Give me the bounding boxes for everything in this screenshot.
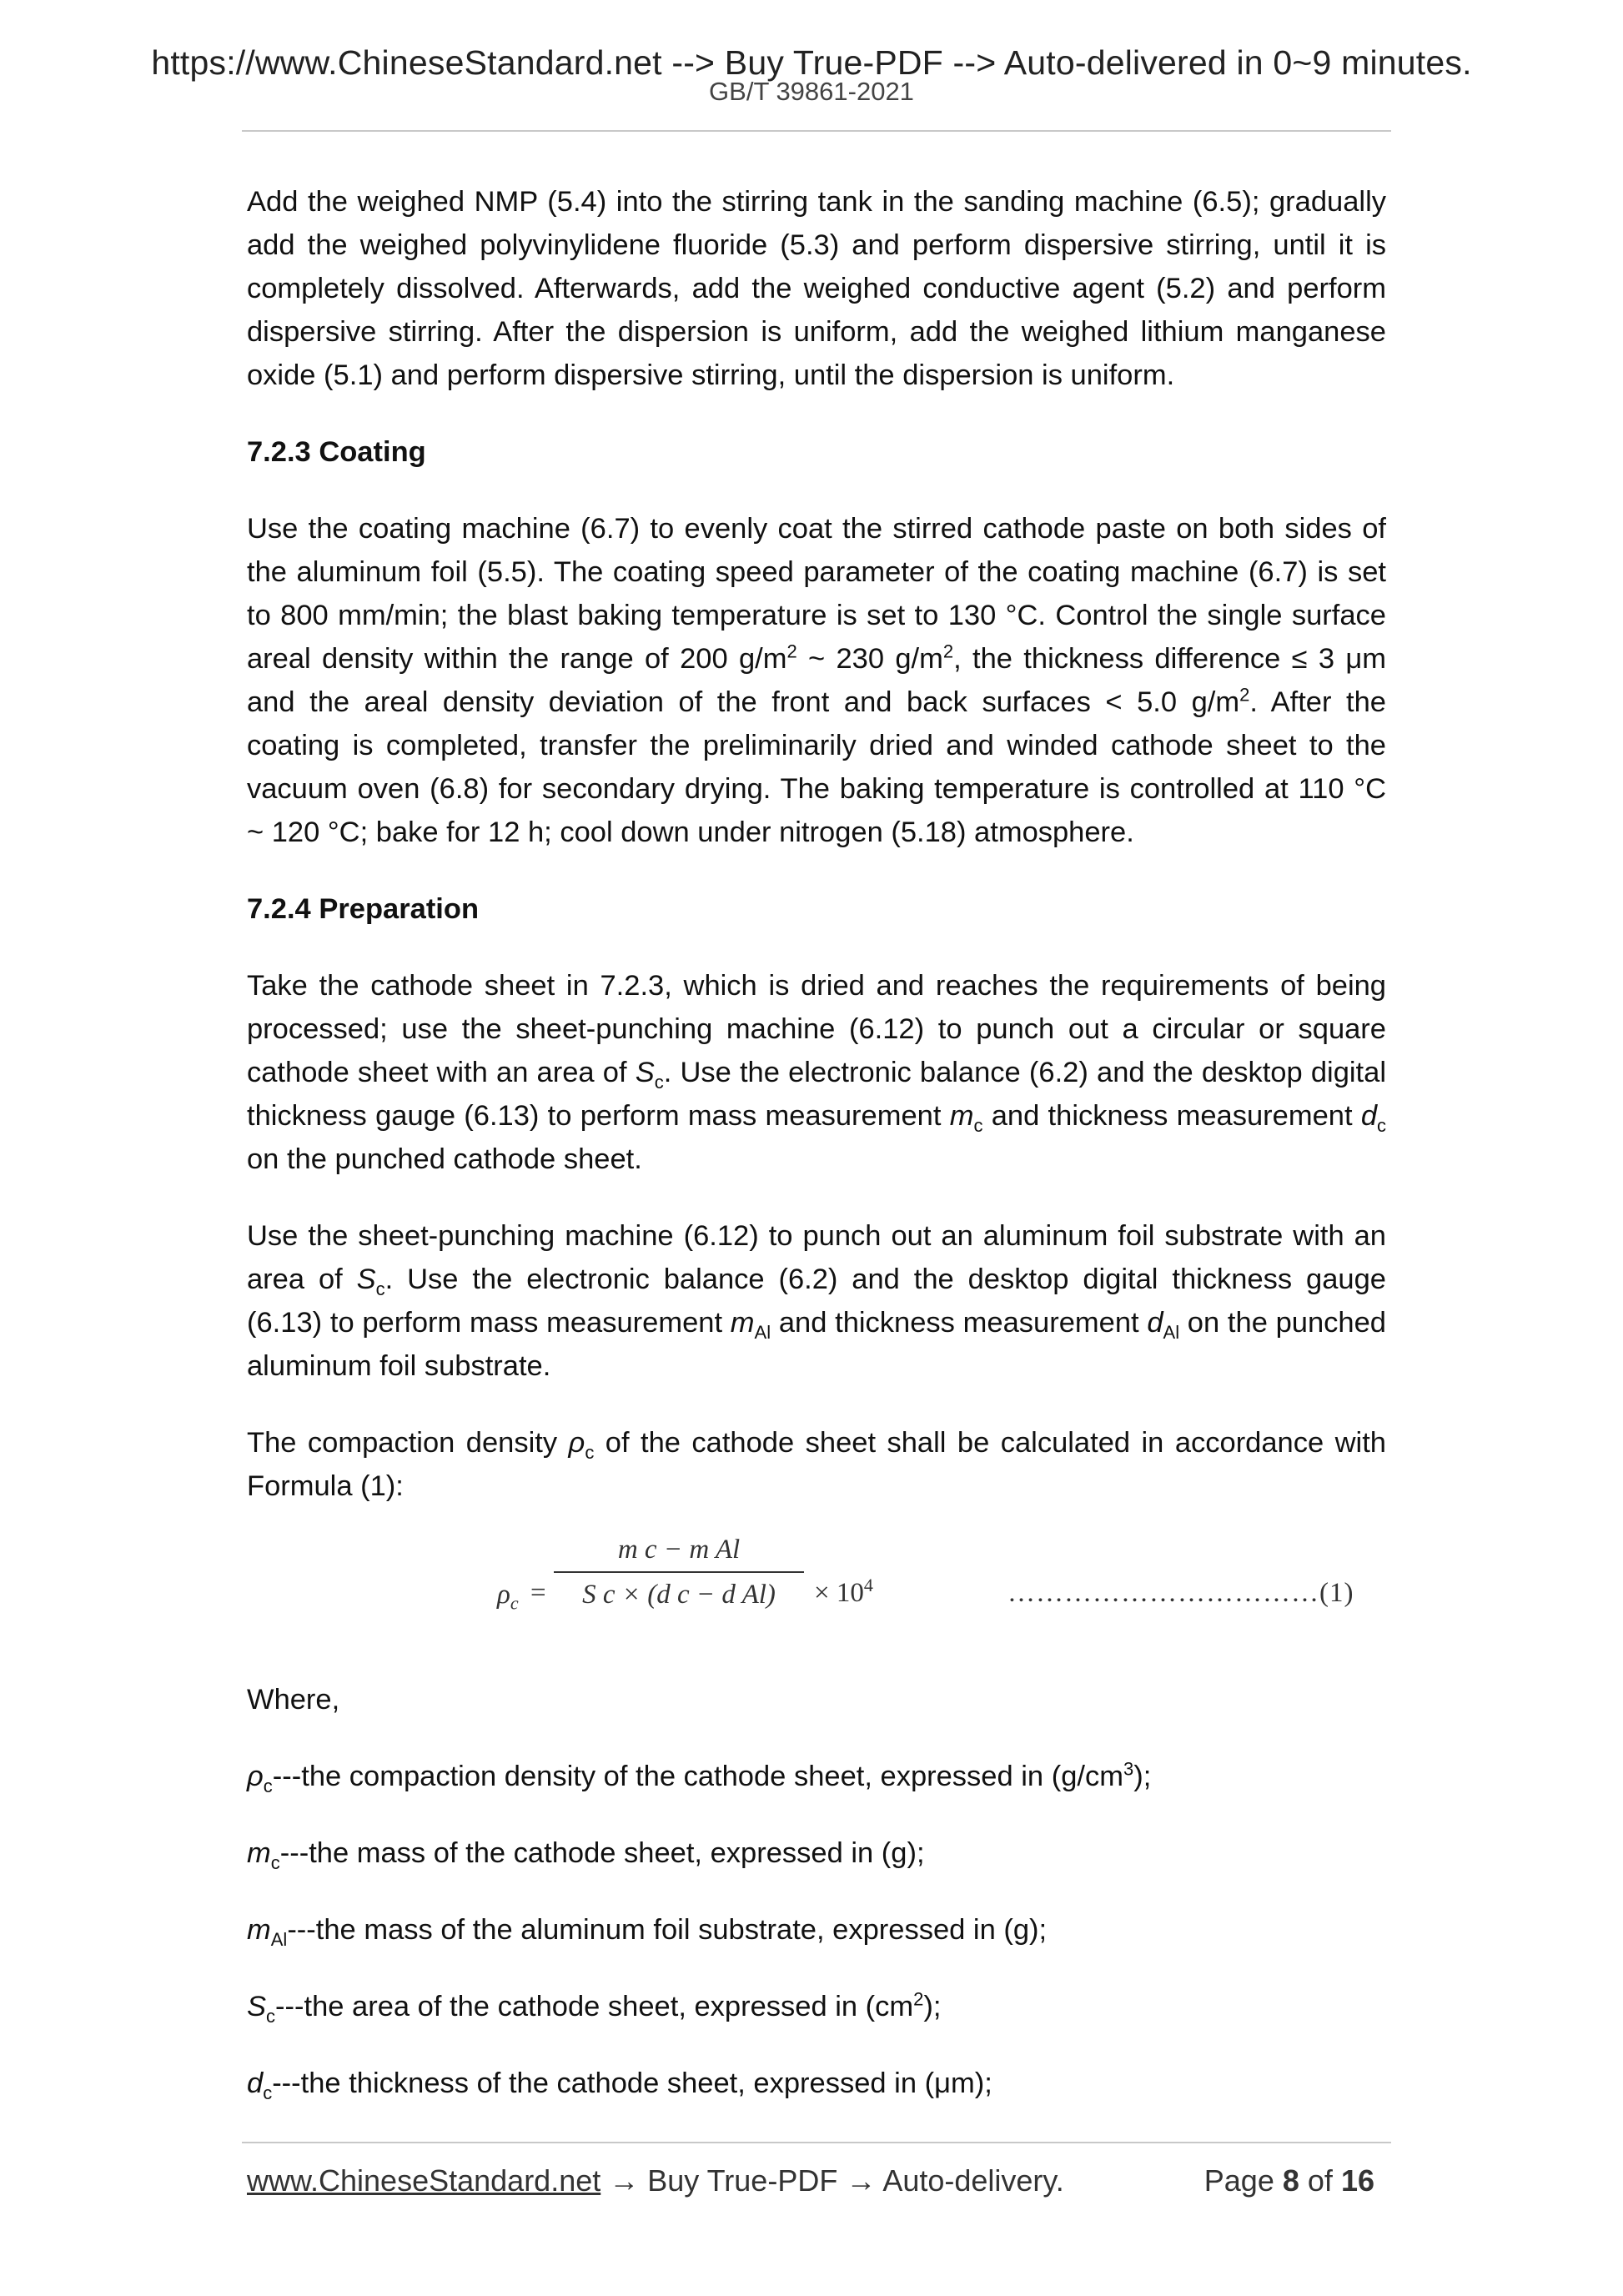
formula-number: ……………………………(1) bbox=[1007, 1578, 1354, 1608]
heading-coating: 7.2.3 Coating bbox=[247, 436, 426, 468]
page-footer bbox=[247, 2163, 1386, 2198]
definition-sc: $S_c--$-the area of the cathode sheet, expressed in $(cm^2)$; bbox=[247, 1988, 942, 2027]
paragraph-cathode-punch: Take the cathode sheet in 7.2.3, which is dried and reaches the requirements of being processed; use the sheet-punching machine (6.12) to punch out a circular or square cathode sheet with an area of $S_c$. Use the electronic balance (6.2) and the desktop digital thickness gauge (6.13) to perform mass measurement $m_c$ and thickness measurement $d_c$ on the punched cathode sheet. bbox=[247, 970, 1386, 1175]
formula-lhs: $\rho_c$ bbox=[497, 1580, 519, 1614]
header-divider bbox=[242, 130, 1391, 132]
definition-mal: $m_{Al}--$-the mass of the aluminum foil substrate, expressed in (g); bbox=[247, 1914, 1048, 1950]
paragraph-aluminum-punch: Use the sheet-punching machine (6.12) to punch out an aluminum foil substrate with an area of $S_c$. Use the electronic balance (6.2) and the desktop digital thickness gauge (6.13) to perform mass measurement $m_{Al}$ and thickness measurement $d_{Al}$ on the punched aluminum foil substrate. bbox=[247, 1220, 1386, 1382]
footer-tagline: → Buy True-PDF → Auto-delivery. bbox=[600, 2163, 1064, 2198]
paragraph-coating: Use the coating machine (6.7) to evenly coat the stirred cathode paste on both sides of the aluminum foil (5.5). The coating speed parameter of the coating machine (6.7) is set to 800 mm/min; the blast baking temperature is set to 130 °C. Control the single surface areal density within the range of 200 $g/m^2$ ~ 230 $g/m^2$, the thickness difference ≤ 3 μm and the areal density deviation of the front and back surfaces < 5.0 $g/m^2$. After the coating is completed, transfer the preliminarily dried and winded cathode sheet to the vacuum oven (6.8) for secondary drying. The baking temperature is controlled at 110 °C ~ 120 °C; bake for 12 h; cool down under nitrogen (5.18) atmosphere. bbox=[247, 513, 1386, 848]
formula-equals: = bbox=[530, 1578, 546, 1608]
formula-1 bbox=[247, 1528, 1386, 1645]
footer-site-link[interactable]: www.ChineseStandard.net bbox=[247, 2163, 601, 2198]
standard-number: GB/T 39861-2021 bbox=[709, 77, 914, 106]
footer-divider bbox=[242, 2142, 1391, 2143]
paragraph-mixing: Add the weighed NMP (5.4) into the stirring tank in the sanding machine (6.5); gradually add the weighed polyvinylidene fluoride (5.3) and perform dispersive stirring, until it is completely dissolved. Afterwards, add the weighed conductive agent (5.2) and perform dispersive stirring. After the dispersion is uniform, add the weighed lithium manganese oxide (5.1) and perform dispersive stirring, until the dispersion is uniform. bbox=[247, 186, 1386, 391]
where-label: Where, bbox=[247, 1684, 340, 1716]
formula-denominator: S c × (d c − d Al) bbox=[582, 1580, 776, 1610]
definition-mc: $m_c--$-the mass of the cathode sheet, expressed in (g); bbox=[247, 1837, 925, 1873]
heading-preparation: 7.2.4 Preparation bbox=[247, 893, 480, 925]
formula-numerator: m c − m Al bbox=[617, 1535, 741, 1565]
paragraph-formula-intro: The compaction density $\rho_c$ of the cathode sheet shall be calculated in accordance with Formula (1): bbox=[247, 1427, 1386, 1502]
site-banner: https://www.ChineseStandard.net --> Buy True-PDF --> Auto-delivered in 0~9 minutes. bbox=[151, 43, 1472, 82]
formula-fraction bbox=[554, 1528, 804, 1616]
definition-rho: $\rho_c--$-the compaction density of the cathode sheet, expressed in $(g/cm^3)$; bbox=[247, 1758, 1152, 1796]
definition-dc: $d_c--$-the thickness of the cathode sheet, expressed in (μm); bbox=[247, 2067, 992, 2103]
formula-multiplier: × $10^4$ bbox=[814, 1575, 873, 1608]
page-content bbox=[247, 180, 1386, 2105]
page-indicator: Page 8 of 16 bbox=[1203, 2163, 1374, 2198]
